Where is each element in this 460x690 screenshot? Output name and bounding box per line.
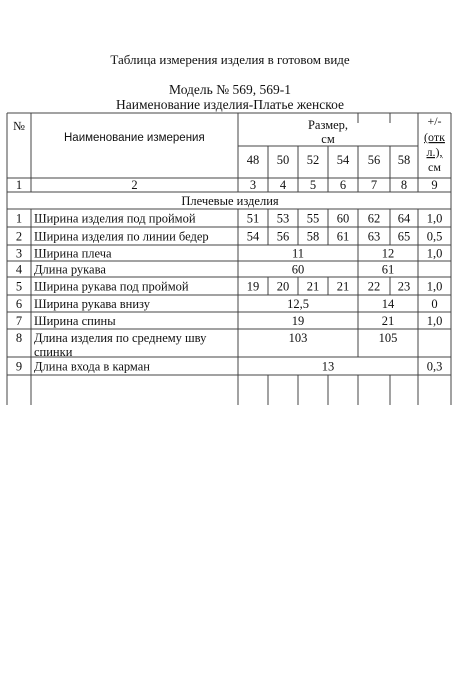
row-tolerance: 0,5 bbox=[426, 229, 443, 244]
column-number: 5 bbox=[309, 178, 317, 192]
row-value: 61 bbox=[381, 262, 395, 277]
header-number-sign: № bbox=[13, 119, 25, 133]
header-size-unit: см bbox=[321, 132, 335, 146]
header-tolerance-line: +/- bbox=[427, 114, 442, 128]
header-size-52: 52 bbox=[306, 153, 320, 167]
header-size-54: 54 bbox=[336, 153, 350, 167]
row-measure-name: Длина входа в карман bbox=[34, 359, 150, 374]
row-measure-name: Ширина изделия под проймой bbox=[34, 211, 196, 226]
row-number: 2 bbox=[15, 229, 23, 244]
row-value: 60 bbox=[336, 211, 350, 226]
row-value: 65 bbox=[397, 229, 411, 244]
column-number: 2 bbox=[131, 178, 138, 192]
row-measure-name: Длина рукава bbox=[34, 262, 106, 277]
row-value: 19 bbox=[291, 314, 305, 328]
column-number: 8 bbox=[400, 178, 408, 192]
row-measure-name: Ширина плеча bbox=[34, 246, 112, 261]
row-measure-name: Ширина рукава под проймой bbox=[34, 279, 189, 294]
header-measure-name: Наименование измерения bbox=[64, 132, 205, 144]
row-measure-name: Ширина изделия по линии бедер bbox=[34, 229, 209, 244]
row-value: 11 bbox=[291, 246, 305, 261]
header-size-50: 50 bbox=[276, 153, 290, 167]
row-tolerance: 0 bbox=[431, 297, 438, 311]
column-number: 4 bbox=[279, 178, 287, 192]
row-value: 58 bbox=[306, 229, 320, 244]
row-number: 7 bbox=[15, 314, 23, 328]
row-value: 64 bbox=[397, 211, 411, 226]
row-value: 23 bbox=[397, 279, 411, 294]
row-tolerance: 0,3 bbox=[426, 359, 443, 374]
document-title: Таблица измерения изделия в готовом виде bbox=[110, 52, 350, 67]
row-value: 60 bbox=[291, 262, 305, 277]
row-number: 5 bbox=[15, 279, 23, 294]
row-value: 51 bbox=[246, 211, 260, 226]
row-tolerance: 1,0 bbox=[426, 279, 443, 294]
header-tolerance-line: см bbox=[428, 160, 441, 174]
column-number: 1 bbox=[15, 178, 23, 192]
row-number: 9 bbox=[15, 359, 23, 374]
row-measure-name: Длина изделия по среднему шву bbox=[34, 331, 207, 345]
row-value: 12 bbox=[381, 246, 395, 261]
row-tolerance: 1,0 bbox=[426, 314, 443, 328]
row-measure-name: Ширина рукава внизу bbox=[34, 297, 150, 311]
header-tolerance-line: (отк bbox=[424, 130, 445, 144]
row-value: 103 bbox=[288, 331, 308, 345]
row-number: 3 bbox=[15, 246, 23, 261]
header-size-56: 56 bbox=[367, 153, 381, 167]
row-value: 105 bbox=[378, 331, 398, 345]
header-tolerance-line: л.), bbox=[426, 145, 443, 159]
row-value: 13 bbox=[321, 359, 335, 374]
header-size-58: 58 bbox=[397, 153, 411, 167]
item-name: Наименование изделия-Платье женское bbox=[115, 97, 344, 112]
column-number: 7 bbox=[370, 178, 378, 192]
row-measure-name: Ширина спины bbox=[34, 314, 116, 328]
column-number: 6 bbox=[339, 178, 347, 192]
model-number: Модель № 569, 569-1 bbox=[169, 82, 291, 97]
row-value: 54 bbox=[246, 229, 260, 244]
row-value: 21 bbox=[336, 279, 350, 294]
section-title: Плечевые изделия bbox=[181, 194, 279, 208]
row-tolerance: 1,0 bbox=[426, 246, 443, 261]
row-tolerance: 1,0 bbox=[426, 211, 443, 226]
row-measure-name: спинки bbox=[34, 345, 73, 359]
header-size-48: 48 bbox=[246, 153, 260, 167]
row-value: 53 bbox=[276, 211, 290, 226]
row-value: 61 bbox=[336, 229, 350, 244]
row-number: 6 bbox=[15, 297, 23, 311]
row-value: 22 bbox=[367, 279, 381, 294]
column-number: 9 bbox=[431, 178, 438, 192]
column-number: 3 bbox=[249, 178, 257, 192]
row-value: 19 bbox=[246, 279, 260, 294]
row-value: 20 bbox=[276, 279, 290, 294]
row-value: 56 bbox=[276, 229, 290, 244]
row-value: 55 bbox=[306, 211, 320, 226]
row-value: 62 bbox=[367, 211, 381, 226]
row-value: 14 bbox=[381, 297, 395, 311]
row-number: 8 bbox=[15, 331, 23, 345]
header-size-label: Размер, bbox=[307, 118, 349, 132]
row-value: 63 bbox=[367, 229, 381, 244]
row-number: 1 bbox=[15, 211, 23, 226]
row-value: 12,5 bbox=[287, 297, 309, 311]
row-number: 4 bbox=[15, 262, 23, 277]
row-value: 21 bbox=[381, 314, 395, 328]
row-value: 21 bbox=[306, 279, 320, 294]
